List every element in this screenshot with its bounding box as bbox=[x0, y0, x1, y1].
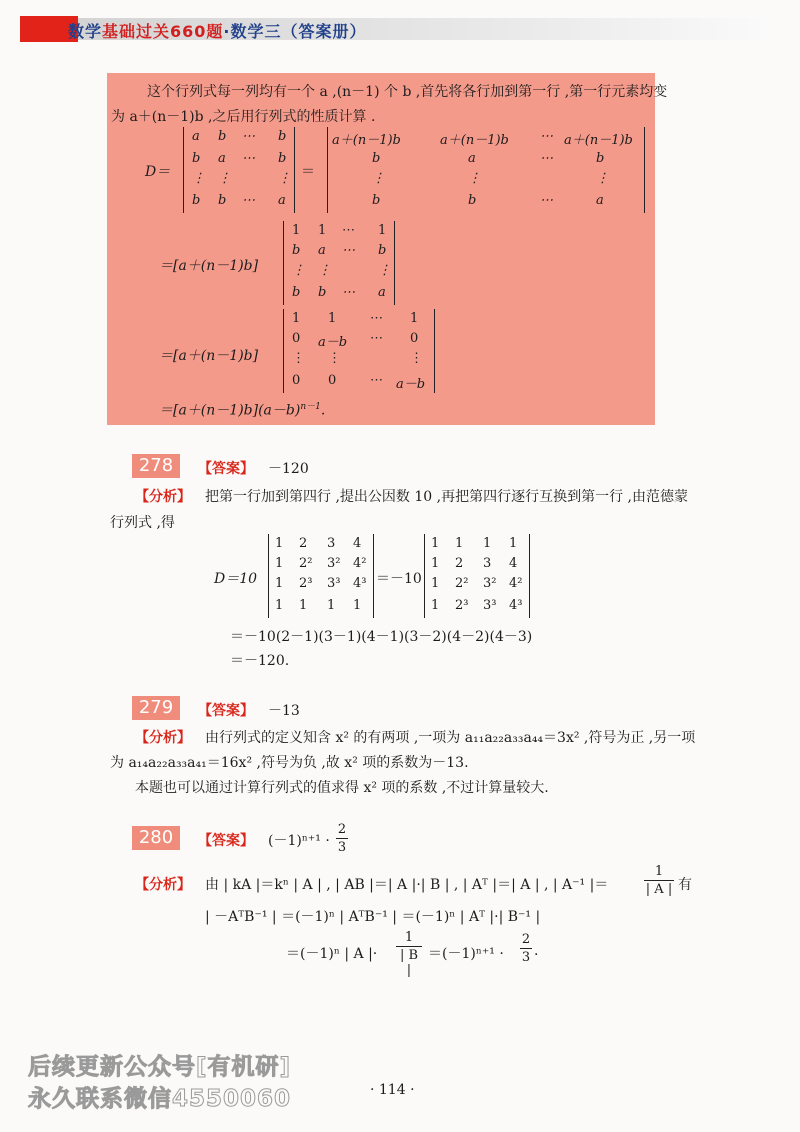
analysis-line-3-mid: ＝(－1)ⁿ⁺¹ · bbox=[428, 946, 504, 962]
analysis-line-1: 把第一行加到第四行 ,提出公因数 10 ,再把第四行逐行互换到第一行 ,由范德蒙 bbox=[205, 489, 688, 505]
inverse-fraction: 1 | A | bbox=[645, 864, 673, 897]
box-line-1: 这个行列式每一列均有一个 a ,(n－1) 个 b ,首先将各行加到第一行 ,第一行元素均变 bbox=[147, 84, 668, 100]
watermark-line-2: 永久联系微信4550060 bbox=[28, 1086, 292, 1112]
analysis-tag: 【分析】 bbox=[135, 877, 191, 893]
factor-line-2: ＝[a＋(n－1)b] bbox=[159, 348, 259, 364]
page-number: · 114 · bbox=[370, 1082, 415, 1098]
analysis-tag: 【分析】 bbox=[135, 489, 191, 505]
determinant-d: 1 1 ⋯ 1 0 a－b ⋯ 0 ⋮ ⋮ ⋮ 0 0 ⋯ a－b bbox=[283, 309, 435, 393]
result-line: ＝－120. bbox=[230, 653, 290, 669]
answer-value: (－1)ⁿ⁺¹ · bbox=[268, 833, 330, 849]
analysis-tag: 【分析】 bbox=[135, 730, 191, 746]
factor-line-1: ＝[a＋(n－1)b] bbox=[159, 258, 259, 274]
analysis-line-2: | －AᵀB⁻¹ | ＝(－1)ⁿ | AᵀB⁻¹ | ＝(－1)ⁿ | Aᵀ |·| B⁻¹ | bbox=[205, 909, 541, 925]
period: . bbox=[534, 943, 539, 959]
analysis-line-2: 为 a₁₄a₂₂a₃₃a₄₁＝16x² ,符号为负 ,故 x² 项的系数为－13. bbox=[110, 755, 469, 771]
answer-tag: 【答案】 bbox=[198, 703, 254, 719]
watermark-line-1: 后续更新公众号[有机研] bbox=[28, 1054, 292, 1080]
b-fraction: 1 | B | bbox=[396, 930, 422, 978]
result-fraction: 2 3 bbox=[521, 932, 531, 965]
header-title: 数学基础过关660题·数学三（答案册） bbox=[68, 22, 367, 41]
question-number-278: 278 bbox=[132, 454, 180, 478]
answer-tag: 【答案】 bbox=[198, 833, 254, 849]
answer-value: －13 bbox=[268, 703, 300, 719]
solution-box bbox=[107, 73, 668, 425]
vandermonde-det-2: 1 1 1 1 1 2 3 4 1 2² 3² 4² 1 2³ 3³ 4³ bbox=[424, 534, 530, 618]
analysis-line-3: ＝(－1)ⁿ | A |· bbox=[286, 946, 378, 962]
d-label: D＝ bbox=[145, 164, 171, 180]
answer-fraction: 2 3 bbox=[337, 822, 347, 855]
analysis-line-3: 本题也可以通过计算行列式的值求得 x² 项的系数 ,不过计算量较大. bbox=[135, 780, 549, 796]
determinant-b: a＋(n－1)b a＋(n－1)b ⋯ a＋(n－1)b b a ⋯ b ⋮ ⋮ ⋮ b b ⋯ a bbox=[327, 127, 645, 213]
analysis-you: 有 bbox=[678, 877, 692, 893]
question-number-279: 279 bbox=[132, 696, 180, 720]
final-result: $=[a+(n-1)b](a-b)^{n-1}$. bbox=[159, 402, 326, 419]
analysis-line-2: 行列式 ,得 bbox=[110, 515, 175, 531]
determinant-a: a b ⋯ b b a ⋯ b ⋮ ⋮ ⋮ b b ⋯ a bbox=[183, 127, 295, 213]
page-header bbox=[20, 8, 790, 48]
analysis-line-1: 由行列式的定义知含 x² 的有两项 ,一项为 a₁₁a₂₂a₃₃a₄₄＝3x² ,符号为正 ,另一项 bbox=[205, 730, 696, 746]
equals-sign: ＝ bbox=[301, 164, 315, 180]
box-line-2: 为 a＋(n－1)b ,之后用行列式的性质计算 . bbox=[111, 109, 376, 125]
vandermonde-det-1: 1 2 3 4 1 2² 3² 4² 1 2³ 3³ 4³ 1 1 1 1 bbox=[268, 534, 374, 618]
d-equals-10: D＝10 bbox=[214, 571, 258, 587]
answer-tag: 【答案】 bbox=[198, 461, 254, 477]
equals-minus-10: ＝－10 bbox=[376, 571, 422, 587]
determinant-c: 1 1 ⋯ 1 b a ⋯ b ⋮ ⋮ ⋮ b b ⋯ a bbox=[283, 221, 395, 305]
expansion-line: ＝－10(2－1)(3－1)(4－1)(3－2)(4－2)(4－3) bbox=[230, 629, 533, 645]
question-number-280: 280 bbox=[132, 826, 180, 850]
answer-value: －120 bbox=[268, 461, 309, 477]
analysis-line-1: 由 | kA |＝kⁿ | A | , | AB |＝| A |·| B | , | Aᵀ |＝| A | , | A⁻¹ |＝ bbox=[205, 877, 609, 893]
